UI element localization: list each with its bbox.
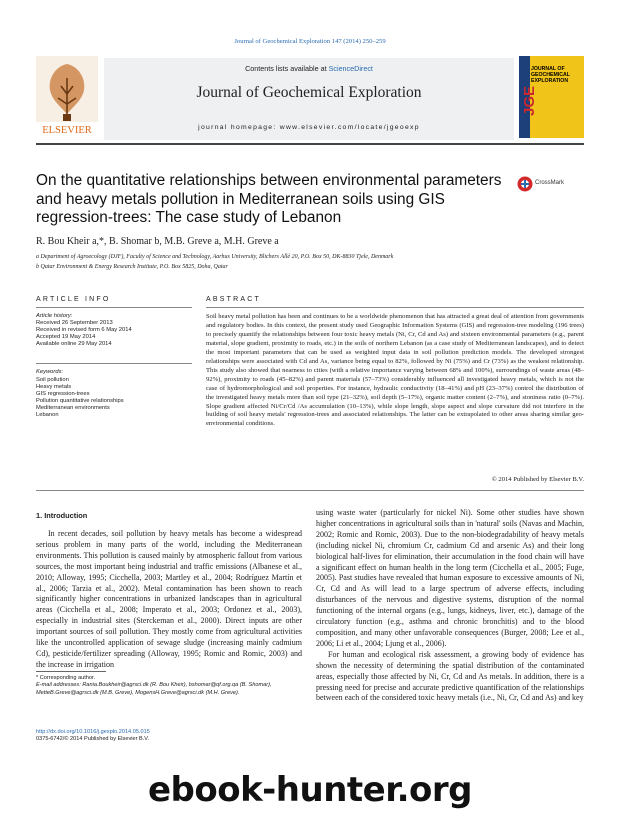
- article-title: On the quantitative relationships between environmental parameters and heavy metals pollution in Mediterranean soils using GIS regression-trees: The case study of Lebanon: [36, 172, 502, 226]
- keyword-item: Pollution quantitative relationships: [36, 398, 124, 404]
- cover-abbrev: JGE: [521, 85, 538, 116]
- keyword-item: GIS regression-trees: [36, 391, 90, 397]
- keyword-item: Lebanon: [36, 412, 59, 418]
- email-addresses[interactable]: E-mail addresses: Rania.Boukheir@agrsci.dk (R. Bou Kheir), bshomar@qf.org.qa (B. Shomar), MetteB.Greve@agrsci.dk (M.B. Greve), MogensH.Greve@agrsci.dk (M.H. Greve).: [36, 682, 272, 696]
- journal-homepage[interactable]: journal homepage: www.elsevier.com/locate/jgeoexp: [198, 124, 420, 131]
- crossmark-badge[interactable]: [517, 176, 587, 192]
- affiliation-b: b Qatar Environment & Energy Research Institute, P.O. Box 5825, Doha, Qatar: [36, 264, 228, 270]
- intro-column-left: [36, 529, 302, 671]
- cover-title: JOURNAL OF GEOCHEMICAL EXPLORATION: [531, 66, 570, 84]
- doi-link[interactable]: http://dx.doi.org/10.1016/j.gexplo.2014.05.015: [36, 729, 150, 735]
- journal-name: Journal of Geochemical Exploration: [196, 84, 422, 101]
- keyword-item: Mediterranean environments: [36, 405, 110, 411]
- abstract-heading: ABSTRACT: [206, 296, 261, 303]
- doi-block: [36, 729, 150, 743]
- publisher-name: ELSEVIER: [42, 125, 92, 136]
- keyword-item: Heavy metals: [36, 384, 72, 390]
- affiliation-a: a Department of Agroecology (DJF), Faculty of Science and Technology, Aarhus University, Blichers Allé 20, P.O. Box 50, DK-8830 Tjele, Denmark: [36, 254, 394, 260]
- issn-line: 0375-6742/© 2014 Published by Elsevier B.V.: [36, 736, 150, 743]
- introduction-heading: 1. Introduction: [36, 511, 88, 520]
- article-info-rule: [36, 307, 192, 308]
- keyword-item: Soil pollution: [36, 377, 69, 383]
- header-rule: [36, 143, 584, 145]
- crossmark-label: CrossMark: [535, 180, 565, 186]
- intro-paragraph: using waste water (particularly for nickel Ni). Some other studies have shown higher concentrations in agricultural soils than in 'natural' soils (Navas and Machin, 2002; Romic and Romic, 2003). Due to the non-biodegradability of heavy metals (including nickel Ni, chromium Cr, cadmium Cd and arsenic As) and their long biological half-lives for elimination, their accumulation in the food chain will have a significant effect on human health in the long term (Cicchella et al., 2005; Fuge, 2005). Past studies have revealed that human exposure to excessive amounts of Ni, Cr, Cd and As will lead to a large spectrum of adverse effects, including disturbances of the nervous and digestive systems, disruption of the normal functioning of the internal organs (e.g., lungs, kidneys, liver, etc.), damage of the circulatory function (e.g., asthma and chronic bronchitis) and to the blood composition, and many other unfavorable consequences (Burger, 2008; Lee et al., 2006; Li et al., 2004; Ljung et al., 2006).: [316, 508, 584, 648]
- corresponding-author: * Corresponding author.: [36, 675, 96, 681]
- intro-paragraph: In recent decades, soil pollution by heavy metals has become a widespread serious problem in many parts of the world, including the Mediterranean environments. This pollution is caused mainly by atmospheric fallout from various sources, the most important being industrial and traffic emissions (Albanese et al., 2010; Alloway, 1995; Cicchella, 2003; Martley et al., 2004; Rodríguez Martín et al., 2006; Tarzia et al., 2002). Metal contamination has been shown to reach significantly higher concentrations in urbanized landscapes than in agricultural areas (Cicchella et al., 2008; Imperato et al., 2003; Ordonez et al., 2003), especially in industrial sites (Sterckeman et al., 2000). Direct inputs are other important sources of soil pollution. They mostly come from agricultural activities like the uncontrolled application of sewage sludge (increasing mainly cadmium Cd), pesticide/fertilizer spreading (Alloway, 1995; Romic and Romic, 2003) and the increase in irrigation: [36, 529, 302, 669]
- footnote-rule: [36, 671, 106, 672]
- history-received: Received 26 September 2013: [36, 320, 113, 326]
- journal-citation[interactable]: Journal of Geochemical Exploration 147 (2014) 250–259: [234, 38, 386, 45]
- intro-column-right: [316, 508, 584, 704]
- keywords-label: Keywords:: [36, 369, 64, 375]
- history-online: Available online 29 May 2014: [36, 341, 112, 347]
- author-list: R. Bou Kheir a,*, B. Shomar b, M.B. Greve a, M.H. Greve a: [36, 236, 279, 247]
- elsevier-logo: [36, 56, 98, 138]
- history-label: Article history:: [36, 313, 73, 319]
- contents-prefix: Contents lists available at: [245, 64, 329, 73]
- keywords-rule: [36, 363, 192, 364]
- contents-line: [104, 64, 514, 73]
- abstract-copyright: © 2014 Published by Elsevier B.V.: [491, 476, 584, 483]
- sciencedirect-link[interactable]: ScienceDirect: [328, 64, 373, 73]
- history-accepted: Accepted 19 May 2014: [36, 334, 96, 340]
- article-info-heading: ARTICLE INFO: [36, 296, 111, 303]
- intro-paragraph: For human and ecological risk assessment, a growing body of evidence has shown the necessity of determining the spatial distribution of the contaminated areas, especially those affected by Ni, Cr, Cd and As metals. In addition, there is a pressing need for precise and accurate predictive quantification of the relationships between each of the considered toxic heavy metals (i.e., Ni, Cr, Cd and As) and key: [316, 649, 584, 703]
- abstract-text: Soil heavy metal pollution has been and continues to be a worldwide phenomenon that has attracted a great deal of attention from governments and regulatory bodies. In this context, the present study used Geographic Information Systems (GIS) and regression-tree modeling (196 trees) to precisely quantify the relationships between four toxic heavy metals (Ni, Cr, Cd and As) and sixteen environmental parameters (e.g., parent material, slope gradient, proximity to roads, etc.) in the soils of northern Lebanon (as a case study of Mediterranean landscapes), and to detect the most important parameters that can be used as weighted input data in soil pollution prediction models. The developed strongest relationships were associated with Cd and As, variance being equal to 82%, followed by Ni (75%) and Cr (73%) as the weakest relationship. This study also showed that nearness to cities (with a relative importance varying between 68% and 100%), surroundings of waste areas (48–92%), proximity to roads (45–82%) and parent materials (57–73%) considerably influenced all investigated heavy metals, which is not the case of hydromorphological and soil properties. For instance, hydraulic conductivity (18–41%) and pH (23–37%) control the distribution of the investigated heavy metals more than soil type (21–32%), soil depth (5–17%), organic matter content (2–7%), and stoniness ratio (0–7%). Slope gradient affected Ni/Cr/Cd /As accumulation (10–13%), while slope length, slope aspect and slope curvature did not interfere in the building of soil heavy metals' regression-trees and associated relationships. The latter can be extrapolated to other areas sharing similar geo-environmental conditions.: [206, 313, 584, 428]
- watermark: ebook-hunter.org: [147, 770, 473, 810]
- history-revised: Received in revised form 6 May 2014: [36, 327, 132, 333]
- abstract-bottom-rule: [36, 490, 584, 491]
- abstract-rule: [206, 307, 584, 308]
- journal-cover: [519, 56, 584, 138]
- crossmark-icon: [517, 176, 533, 192]
- footnote: [36, 675, 302, 697]
